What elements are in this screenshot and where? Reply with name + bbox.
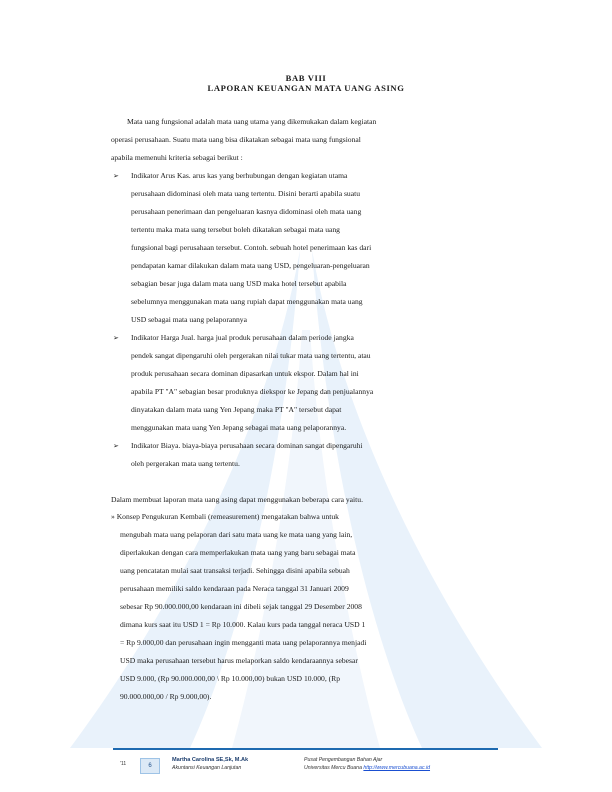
- bullet-icon: ➢: [113, 442, 119, 450]
- bullet-line: sebagian besar juga dalam mata uang USD maka hotel tersebut apabila: [131, 279, 347, 288]
- chapter-number: BAB VIII: [285, 73, 327, 83]
- method-line: diperlakukan dengan cara memperlakukan mata uang yang baru sebagai mata: [120, 548, 356, 557]
- bullet-line: apabila PT "A" sebagian besar produknya diekspor ke Jepang dan penjualannya: [131, 387, 374, 396]
- method-line: USD maka perusahaan tersebut harus melaporkan saldo kendaraannya sebesar: [120, 656, 358, 665]
- bullet-line: pendek sangat dipengaruhi oleh pergerakan nilai tukar mata uang tertentu, atau: [131, 351, 371, 360]
- bullet-line: perusahaan didominasi oleh mata uang tertentu. Disini berarti apabila suatu: [131, 189, 361, 198]
- footer-author-role: Akuntansi Keuangan Lanjutan: [172, 765, 242, 771]
- intro-line: Mata uang fungsional adalah mata uang utama yang dikemukakan dalam kegiatan: [127, 117, 377, 126]
- bullet-line: tertentu maka mata uang tersebut boleh dikatakan sebagai mata uang: [131, 225, 340, 234]
- bullet-line: Indikator Arus Kas. arus kas yang berhubungan dengan kegiatan utama: [131, 171, 348, 180]
- footer-university-name: Universitas Mercu Buana: [304, 765, 364, 771]
- bullet-line: menggunakan mata uang Yen Jepang sebagai mata uang pelaporannya.: [131, 423, 347, 432]
- footer-page-label: '11: [120, 761, 127, 767]
- footer-university: [304, 765, 430, 772]
- bullet-line: fungsional bagi perusahaan tersebut. Contoh. sebuah hotel penerimaan kas dari: [131, 243, 372, 252]
- method-line: mengubah mata uang pelaporan dari satu mata uang ke mata uang yang lain,: [120, 530, 353, 539]
- method-line: = Rp 9.000,00 dan perusahaan ingin mengganti mata uang pelaporannya menjadi: [120, 638, 367, 647]
- page-number: 6: [140, 758, 160, 774]
- intro-line: operasi perusahaan. Suatu mata uang bisa dikatakan sebagai mata uang fungsional: [111, 135, 361, 144]
- bullet-line: oleh pergerakan mata uang tertentu.: [131, 459, 240, 468]
- footer-author-name: Martha Carolina SE,Sk, M.Ak: [172, 757, 249, 763]
- chapter-title: LAPORAN KEUANGAN MATA UANG ASING: [207, 83, 405, 93]
- bullet-line: produk perusahaan secara dominan dipasarkan untuk ekspor. Dalam hal ini: [131, 369, 359, 378]
- method-line: USD 9.000, (Rp 90.000.000,00 \ Rp 10.000,00) bukan USD 10.000, (Rp: [120, 674, 341, 683]
- method-line: uang pencatatan mulai saat transaksi terjadi. Sehingga disini apabila sebuah: [120, 566, 350, 575]
- bullet-icon: ➢: [113, 334, 119, 342]
- method-line: dimana kurs saat itu USD 1 = Rp 10.000. Kalau kurs pada tanggal neraca USD 1: [120, 620, 366, 629]
- methods-intro: Dalam membuat laporan mata uang asing dapat menggunakan beberapa cara yaitu.: [111, 495, 363, 504]
- method-line: sebesar Rp 90.000.000,00 kendaraan ini dibeli sejak tanggal 29 Desember 2008: [120, 602, 362, 611]
- bullet-line: pendapatan kamar dilakukan dalam mata uang USD, pengeluaran-pengeluaran: [131, 261, 370, 270]
- bullet-line: Indikator Harga Jual. harga jual produk perusahaan dalam periode jangka: [131, 333, 354, 342]
- bullet-line: USD sebagai mata uang pelaporannya: [131, 315, 247, 324]
- method-line: 90.000.000,00 / Rp 9.000,00).: [120, 692, 212, 701]
- bullet-line: perusahaan penerimaan dan pengeluaran kasnya didominasi oleh mata uang: [131, 207, 362, 216]
- method-first-line: » Konsep Pengukuran Kembali (remeasurement) mengatakan bahwa untuk: [111, 512, 339, 521]
- bullet-line: sebelumnya menggunakan mata uang rupiah dapat menggunakan mata uang: [131, 297, 363, 306]
- bullet-line: Indikator Biaya. biaya-biaya perusahaan secara dominan sangat dipengaruhi: [131, 441, 363, 450]
- footer-website-link[interactable]: http://www.mercubuana.ac.id: [363, 765, 431, 771]
- bullet-icon: ➢: [113, 172, 119, 180]
- footer-publisher: Pusat Pengembangan Bahan Ajar: [304, 757, 383, 763]
- intro-line: apabila memenuhi kriteria sebagai berikut :: [111, 153, 243, 162]
- bullet-line: dinyatakan dalam mata uang Yen Jepang maka PT "A" tersebut dapat: [131, 405, 342, 414]
- footer-rule: [113, 748, 498, 750]
- method-line: perusahaan memiliki saldo kendaraan pada Neraca tanggal 31 Januari 2009: [120, 584, 349, 593]
